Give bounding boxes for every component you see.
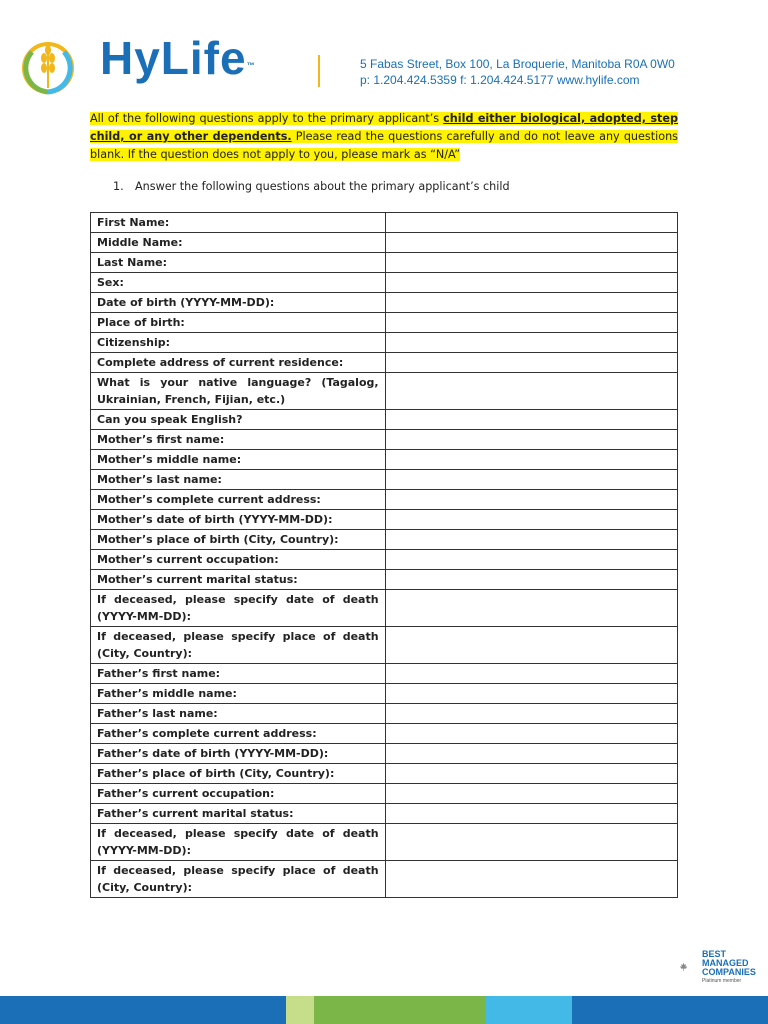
field-label: Mother’s place of birth (City, Country): xyxy=(91,530,386,550)
form-row xyxy=(91,824,678,861)
field-answer-cell[interactable] xyxy=(385,824,677,861)
field-answer-cell[interactable] xyxy=(385,510,677,530)
field-label: Last Name: xyxy=(91,253,386,273)
field-answer-cell[interactable] xyxy=(385,627,677,664)
form-row xyxy=(91,704,678,724)
form-row xyxy=(91,684,678,704)
intro-text-2: Please read the questions carefully and do not leave any questions blank. If the question does not apply to you, please mark as “N/A” xyxy=(90,130,678,161)
field-answer-cell[interactable] xyxy=(385,664,677,684)
form-row xyxy=(91,744,678,764)
field-answer-cell[interactable] xyxy=(385,410,677,430)
form-row xyxy=(91,784,678,804)
field-answer-cell[interactable] xyxy=(385,450,677,470)
form-row xyxy=(91,530,678,550)
footer-segment xyxy=(200,996,286,1024)
field-answer-cell[interactable] xyxy=(385,333,677,353)
field-answer-cell[interactable] xyxy=(385,213,677,233)
field-answer-cell[interactable] xyxy=(385,253,677,273)
field-label: Middle Name: xyxy=(91,233,386,253)
field-answer-cell[interactable] xyxy=(385,861,677,898)
field-label: If deceased, please specify place of death (City, Country): xyxy=(91,627,386,664)
form-row xyxy=(91,373,678,410)
field-label: If deceased, please specify date of death (YYYY-MM-DD): xyxy=(91,590,386,627)
footer-segment xyxy=(572,996,768,1024)
field-label: Mother’s current marital status: xyxy=(91,570,386,590)
field-answer-cell[interactable] xyxy=(385,804,677,824)
form-row xyxy=(91,570,678,590)
field-label: Mother’s current occupation: xyxy=(91,550,386,570)
footer-segment xyxy=(486,996,572,1024)
field-answer-cell[interactable] xyxy=(385,353,677,373)
form-row xyxy=(91,861,678,898)
applicant-child-form-table xyxy=(90,212,678,898)
field-answer-cell[interactable] xyxy=(385,273,677,293)
field-label: Complete address of current residence: xyxy=(91,353,386,373)
field-answer-cell[interactable] xyxy=(385,784,677,804)
field-label: First Name: xyxy=(91,213,386,233)
contact-block xyxy=(360,56,675,88)
field-answer-cell[interactable] xyxy=(385,293,677,313)
field-answer-cell[interactable] xyxy=(385,313,677,333)
form-row xyxy=(91,664,678,684)
form-row xyxy=(91,724,678,744)
field-answer-cell[interactable] xyxy=(385,590,677,627)
best-managed-companies-badge: BEST MANAGED COMPANIES Platinum member xyxy=(702,949,756,984)
field-label: Father’s last name: xyxy=(91,704,386,724)
form-row xyxy=(91,470,678,490)
form-row xyxy=(91,627,678,664)
field-answer-cell[interactable] xyxy=(385,570,677,590)
form-row xyxy=(91,273,678,293)
footer-segment xyxy=(0,996,200,1024)
hylife-wheat-logo-icon xyxy=(18,30,80,110)
form-row xyxy=(91,764,678,784)
field-label: Date of birth (YYYY-MM-DD): xyxy=(91,293,386,313)
field-label: Mother’s complete current address: xyxy=(91,490,386,510)
field-answer-cell[interactable] xyxy=(385,704,677,724)
footer-segment xyxy=(286,996,314,1024)
form-row xyxy=(91,353,678,373)
address-line: 5 Fabas Street, Box 100, La Broquerie, Manitoba R0A 0W0 xyxy=(360,57,675,71)
form-row xyxy=(91,293,678,313)
field-answer-cell[interactable] xyxy=(385,233,677,253)
intro-emphasis: child either biological, adopted, step child, or any other dependents. xyxy=(90,112,679,143)
form-row xyxy=(91,313,678,333)
form-row xyxy=(91,804,678,824)
field-answer-cell[interactable] xyxy=(385,373,677,410)
field-answer-cell[interactable] xyxy=(385,430,677,450)
field-answer-cell[interactable] xyxy=(385,744,677,764)
question-text: Answer the following questions about the primary applicant’s child xyxy=(135,180,510,193)
field-answer-cell[interactable] xyxy=(385,490,677,510)
field-label: Can you speak English? xyxy=(91,410,386,430)
form-row xyxy=(91,233,678,253)
maple-leaf-icon xyxy=(680,953,704,983)
form-row xyxy=(91,510,678,530)
field-label: Sex: xyxy=(91,273,386,293)
question-1 xyxy=(113,180,510,193)
field-answer-cell[interactable] xyxy=(385,724,677,744)
field-label: Father’s current occupation: xyxy=(91,784,386,804)
form-row xyxy=(91,490,678,510)
form-row xyxy=(91,590,678,627)
field-label: Mother’s date of birth (YYYY-MM-DD): xyxy=(91,510,386,530)
field-answer-cell[interactable] xyxy=(385,684,677,704)
form-row xyxy=(91,253,678,273)
field-label: If deceased, please specify date of death (YYYY-MM-DD): xyxy=(91,824,386,861)
field-label: Mother’s first name: xyxy=(91,430,386,450)
field-label: Place of birth: xyxy=(91,313,386,333)
field-answer-cell[interactable] xyxy=(385,550,677,570)
form-row xyxy=(91,550,678,570)
footer-segment xyxy=(314,996,486,1024)
field-label: Citizenship: xyxy=(91,333,386,353)
field-answer-cell[interactable] xyxy=(385,470,677,490)
field-label: Father’s date of birth (YYYY-MM-DD): xyxy=(91,744,386,764)
brand-wordmark: HyLife™ xyxy=(100,32,256,84)
phone-line: p: 1.204.424.5359 f: 1.204.424.5177 www.hylife.com xyxy=(360,73,640,87)
field-answer-cell[interactable] xyxy=(385,530,677,550)
question-number: 1. xyxy=(113,180,124,193)
field-label: If deceased, please specify place of death (City, Country): xyxy=(91,861,386,898)
intro-text-1: All of the following questions apply to the primary applicant’s xyxy=(90,112,444,125)
field-label: Mother’s last name: xyxy=(91,470,386,490)
field-label: Father’s complete current address: xyxy=(91,724,386,744)
header-divider xyxy=(318,55,320,87)
form-row xyxy=(91,410,678,430)
field-label: Father’s place of birth (City, Country): xyxy=(91,764,386,784)
field-label: Father’s current marital status: xyxy=(91,804,386,824)
form-row xyxy=(91,430,678,450)
footer-color-bar xyxy=(0,996,768,1024)
intro-paragraph xyxy=(90,110,678,164)
letterhead xyxy=(0,0,768,100)
field-label: What is your native language? (Tagalog, Ukrainian, French, Fijian, etc.) xyxy=(91,373,386,410)
form-row xyxy=(91,450,678,470)
form-row xyxy=(91,333,678,353)
form-row xyxy=(91,213,678,233)
field-answer-cell[interactable] xyxy=(385,764,677,784)
field-label: Mother’s middle name: xyxy=(91,450,386,470)
field-label: Father’s first name: xyxy=(91,664,386,684)
field-label: Father’s middle name: xyxy=(91,684,386,704)
